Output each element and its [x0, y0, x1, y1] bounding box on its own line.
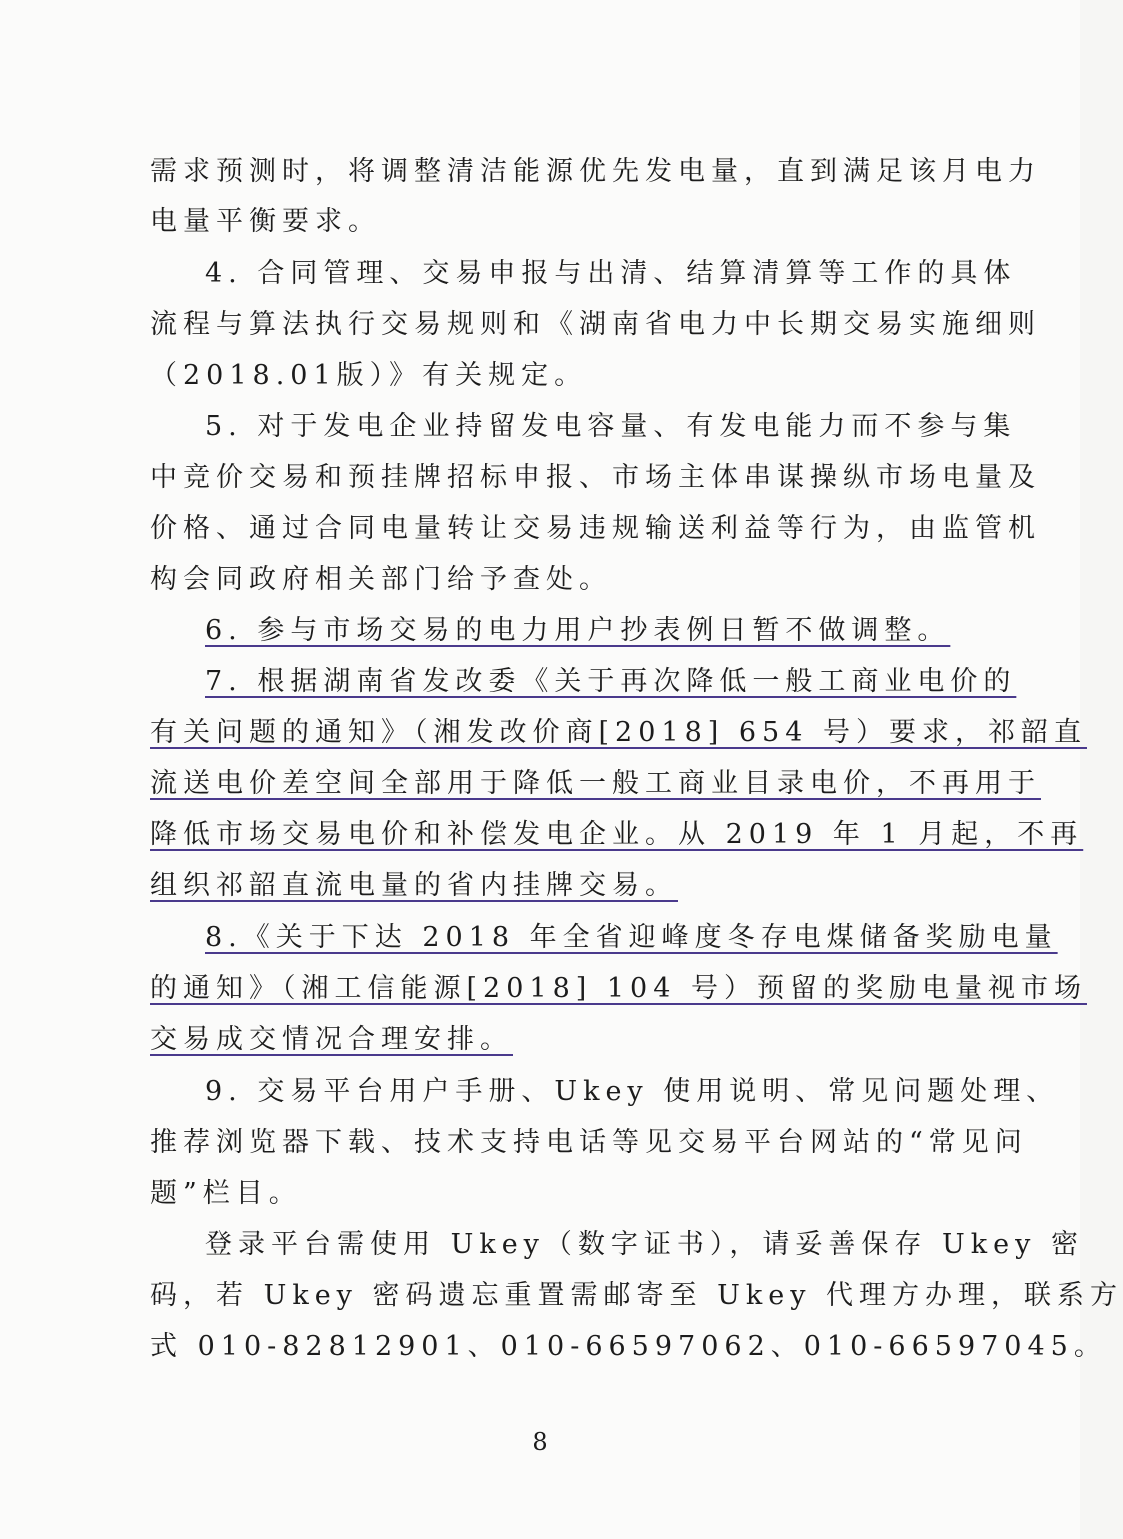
text-line: 流程与算法执行交易规则和《湖南省电力中长期交易实施细则: [150, 309, 1041, 340]
text-line: 需求预测时，将调整清洁能源优先发电量，直到满足该月电力: [150, 156, 1041, 187]
text-line-underlined: 降低市场交易电价和补偿发电企业。从 2019 年 1 月起，不再: [150, 819, 1084, 850]
text-line-underlined: 的通知》（湘工信能源[2018] 104 号）预留的奖励电量视市场: [150, 973, 1087, 1004]
text-line: 电量平衡要求。: [150, 206, 381, 237]
text-line-underlined: 8.《关于下达 2018 年全省迎峰度冬存电煤储备奖励电量: [205, 922, 1058, 953]
text-line: 构会同政府相关部门给予查处。: [150, 564, 612, 595]
text-line-underlined: 6. 参与市场交易的电力用户抄表例日暂不做调整。: [205, 615, 951, 646]
page-number: 8: [532, 1428, 548, 1456]
text-line: 4. 合同管理、交易申报与出清、结算清算等工作的具体: [205, 258, 1017, 289]
text-line: 价格、通过合同电量转让交易违规输送利益等行为，由监管机: [150, 513, 1041, 544]
text-line-underlined: 交易成交情况合理安排。: [150, 1024, 513, 1055]
text-line-underlined: 流送电价差空间全部用于降低一般工商业目录电价，不再用于: [150, 768, 1041, 799]
text-line: 题”栏目。: [150, 1178, 302, 1209]
text-line-underlined: 组织祁韶直流电量的省内挂牌交易。: [150, 870, 678, 901]
text-line-underlined: 有关问题的通知》（湘发改价商[2018] 654 号）要求，祁韶直: [150, 717, 1087, 748]
text-line-underlined: 7. 根据湖南省发改委《关于再次降低一般工商业电价的: [205, 666, 1017, 697]
text-line: 9. 交易平台用户手册、Ukey 使用说明、常见问题处理、: [205, 1076, 1060, 1107]
text-line: 中竞价交易和预挂牌招标申报、市场主体串谋操纵市场电量及: [150, 462, 1041, 493]
text-line: 式 010-82812901、010-66597062、010-66597045。: [150, 1331, 1107, 1362]
text-line: （2018.01版）》有关规定。: [150, 360, 588, 391]
text-line: 推荐浏览器下载、技术支持电话等见交易平台网站的“常见问: [150, 1127, 1028, 1158]
text-line: 5. 对于发电企业持留发电容量、有发电能力而不参与集: [205, 411, 1017, 442]
text-line: 登录平台需使用 Ukey（数字证书），请妥善保存 Ukey 密: [205, 1229, 1084, 1260]
text-line: 码，若 Ukey 密码遗忘重置需邮寄至 Ukey 代理方办理，联系方: [150, 1280, 1123, 1311]
